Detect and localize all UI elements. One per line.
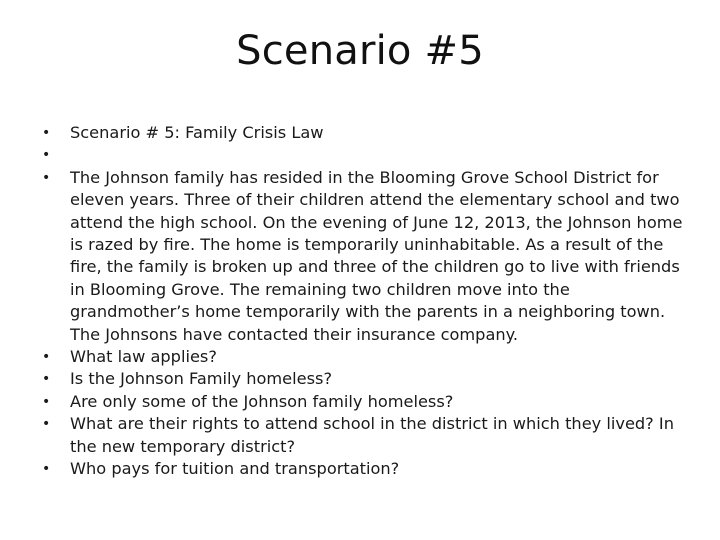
bullet-text: Are only some of the Johnson family homeless? (70, 391, 454, 411)
bullet-text: Is the Johnson Family homeless? (70, 369, 333, 389)
bullet-item-empty (36, 144, 686, 166)
bullet-dot-icon: • (42, 169, 51, 186)
bullet-dot-icon: • (42, 416, 51, 433)
bullet-dot-icon: • (42, 371, 51, 388)
bullet-item-question-some-homeless (36, 391, 686, 413)
bullet-text (70, 144, 686, 166)
bullet-dot-icon: • (42, 461, 51, 478)
bullet-dot-icon: • (42, 349, 51, 366)
bullet-text: What law applies? (70, 347, 217, 367)
bullet-item-scenario (36, 122, 686, 144)
bullet-item-question-homeless (36, 368, 686, 390)
bullet-dot-icon: • (42, 393, 51, 410)
bullet-text: Scenario # 5: Family Crisis Law (70, 123, 324, 142)
bullet-text: What are their rights to attend school in the district in which they lived? In the new temporary district? (70, 414, 674, 456)
bullet-dot-icon: • (42, 125, 51, 141)
bullet-item-question-law (36, 346, 686, 368)
bullet-dot-icon: • (42, 147, 51, 164)
bullet-item-question-rights (36, 413, 686, 458)
slide-title: Scenario #5 (236, 28, 484, 74)
bullet-list (36, 122, 686, 481)
bullet-text: Who pays for tuition and transportation? (70, 459, 400, 479)
bullet-text: The Johnson family has resided in the Blooming Grove School District for eleven years. Three of their children attend the elementary school and two attend the high school. On the evening of June 12, 2013, the Johnson home is razed by fire. The home is temporarily uninhabitable. As a result of the fire, the family is broken up and three of the children go to live with friends in Blooming Grove. The remaining two children move into the grandmother’s home temporarily with the parents in a neighboring town. The Johnsons have contacted their insurance company. (70, 167, 683, 344)
bullet-item-story (36, 167, 686, 346)
bullet-item-question-tuition (36, 458, 686, 480)
